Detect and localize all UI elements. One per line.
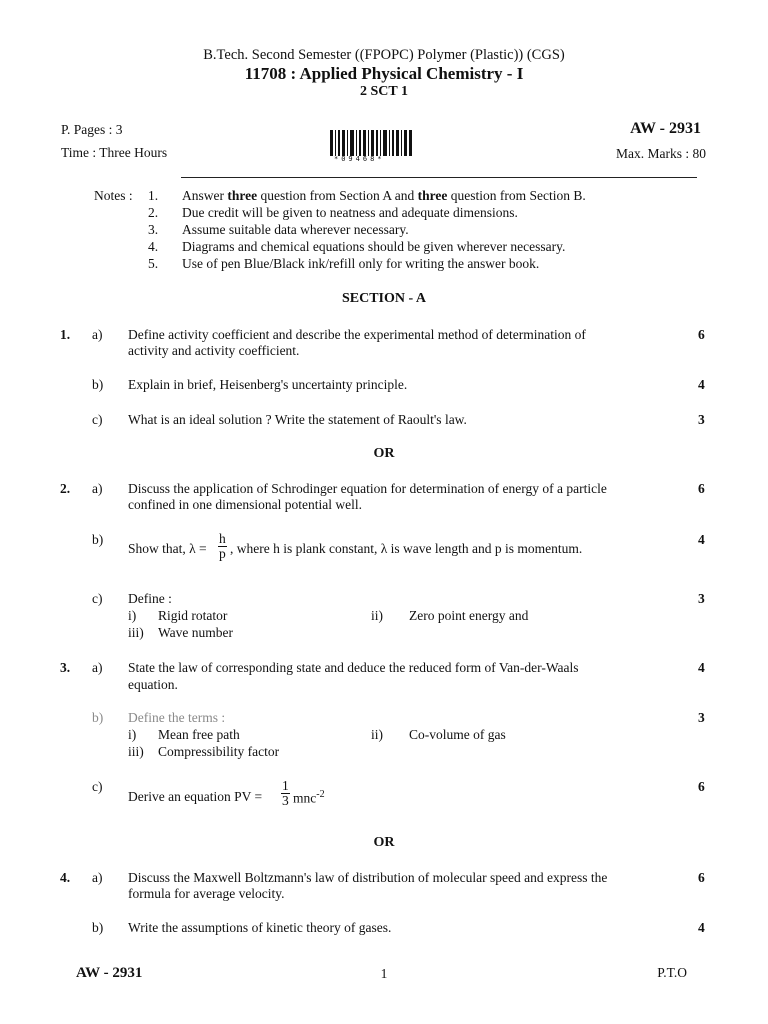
subquestion-label: a) xyxy=(92,870,103,885)
fraction-h-over-p xyxy=(218,532,227,561)
question-marks: 3 xyxy=(698,710,705,725)
question-marks: 6 xyxy=(698,481,705,496)
question-text: activity and activity coefficient. xyxy=(128,343,300,358)
question-number: 3. xyxy=(60,660,71,675)
question-marks: 4 xyxy=(698,660,705,675)
subquestion-label: b) xyxy=(92,532,104,547)
subquestion-label: c) xyxy=(92,591,103,606)
question-text: formula for average velocity. xyxy=(128,886,285,901)
question-text: Discuss the application of Schrodinger equation for determination of energy of a particle xyxy=(128,481,607,496)
fraction-denominator: p xyxy=(219,546,226,561)
exam-subject-title: 11708 : Applied Physical Chemistry - I xyxy=(244,64,524,83)
question-text: Write the assumptions of kinetic theory of gases. xyxy=(128,920,392,935)
define-heading: Define : xyxy=(128,591,172,606)
note-number: 2. xyxy=(148,205,159,220)
paper-code: AW - 2931 xyxy=(630,120,701,137)
subquestion-label: c) xyxy=(92,779,103,794)
question-marks: 4 xyxy=(698,377,705,392)
question-marks: 6 xyxy=(698,327,705,342)
item-label: iii) xyxy=(128,744,144,759)
note-5: Use of pen Blue/Black ink/refill only for writing the answer book. xyxy=(182,256,540,271)
question-marks: 3 xyxy=(698,412,705,427)
footer-paper-code: AW - 2931 xyxy=(76,965,143,981)
question-text: Discuss the Maxwell Boltzmann's law of distribution of molecular speed and express the xyxy=(128,870,608,885)
question-text-post: mnc$^{-2}$ xyxy=(293,789,325,806)
define-item: Wave number xyxy=(158,625,234,640)
question-text-pre: Show that, λ = xyxy=(128,541,207,556)
subquestion-label: b) xyxy=(92,710,104,725)
define-heading: Define the terms : xyxy=(128,710,226,725)
question-text: equation. xyxy=(128,677,178,692)
item-label: iii) xyxy=(128,625,144,640)
subquestion-label: c) xyxy=(92,412,103,427)
question-number: 2. xyxy=(60,481,71,496)
note-3: Assume suitable data wherever necessary. xyxy=(182,222,409,237)
superscript: -2 xyxy=(316,789,325,800)
subquestion-label: a) xyxy=(92,327,103,342)
notes-label: Notes : xyxy=(94,188,133,203)
please-turn-over: P.T.O xyxy=(657,965,687,980)
page-count: P. Pages : 3 xyxy=(61,122,123,137)
question-text: confined in one dimensional potential well. xyxy=(128,497,362,512)
question-text: Explain in brief, Heisenberg's uncertainty principle. xyxy=(128,377,408,392)
or-divider: OR xyxy=(373,446,395,461)
define-item: Compressibility factor xyxy=(158,744,280,759)
fraction-numerator: 1 xyxy=(282,778,289,793)
question-text: State the law of corresponding state and deduce the reduced form of Van-der-Waals xyxy=(128,660,579,675)
define-item: Rigid rotator xyxy=(158,608,228,623)
question-number: 4. xyxy=(60,870,71,885)
question-text: Define activity coefficient and describe the experimental method of determination of xyxy=(128,327,586,342)
note-1: Answer three question from Section A and three question from Section B. xyxy=(182,188,586,203)
section-a-heading: SECTION - A xyxy=(341,291,427,306)
barcode-image xyxy=(330,130,412,156)
fraction-denominator: 3 xyxy=(282,793,289,808)
header-divider xyxy=(181,177,697,178)
note-number: 3. xyxy=(148,222,159,237)
question-number: 1. xyxy=(60,327,71,342)
page-number: 1 xyxy=(380,966,388,981)
subquestion-label: a) xyxy=(92,481,103,496)
note-4: Diagrams and chemical equations should be given wherever necessary. xyxy=(182,239,566,254)
define-item: Zero point energy and xyxy=(409,608,529,623)
exam-subject-code: 2 SCT 1 xyxy=(360,84,408,99)
question-marks: 6 xyxy=(698,870,705,885)
question-text-pre: Derive an equation PV = xyxy=(128,789,263,804)
item-label: i) xyxy=(128,727,137,742)
question-marks: 3 xyxy=(698,591,705,606)
define-item: Co-volume of gas xyxy=(409,727,506,742)
item-label: i) xyxy=(128,608,137,623)
question-marks: 6 xyxy=(698,779,705,794)
item-label: ii) xyxy=(371,727,383,742)
fraction-one-third xyxy=(281,779,290,808)
note-2: Due credit will be given to neatness and adequate dimensions. xyxy=(182,205,518,220)
subquestion-label: b) xyxy=(92,377,104,392)
exam-program-line: B.Tech. Second Semester ((FPOPC) Polymer (Plastic)) (CGS) xyxy=(203,47,565,63)
define-item: Mean free path xyxy=(158,727,240,742)
note-number: 5. xyxy=(148,256,159,271)
note-number: 4. xyxy=(148,239,159,254)
barcode-digits: *09468* xyxy=(334,155,385,163)
or-divider: OR xyxy=(373,835,395,850)
question-text: What is an ideal solution ? Write the statement of Raoult's law. xyxy=(128,412,467,427)
note-number: 1. xyxy=(148,188,159,203)
subquestion-label: a) xyxy=(92,660,103,675)
question-text-post: , where h is plank constant, λ is wave length and p is momentum. xyxy=(230,541,583,556)
question-marks: 4 xyxy=(698,532,705,547)
fraction-numerator: h xyxy=(219,531,226,546)
subquestion-label: b) xyxy=(92,920,104,935)
question-marks: 4 xyxy=(698,920,705,935)
max-marks: Max. Marks : 80 xyxy=(616,146,706,161)
item-label: ii) xyxy=(371,608,383,623)
exam-duration: Time : Three Hours xyxy=(61,145,168,160)
